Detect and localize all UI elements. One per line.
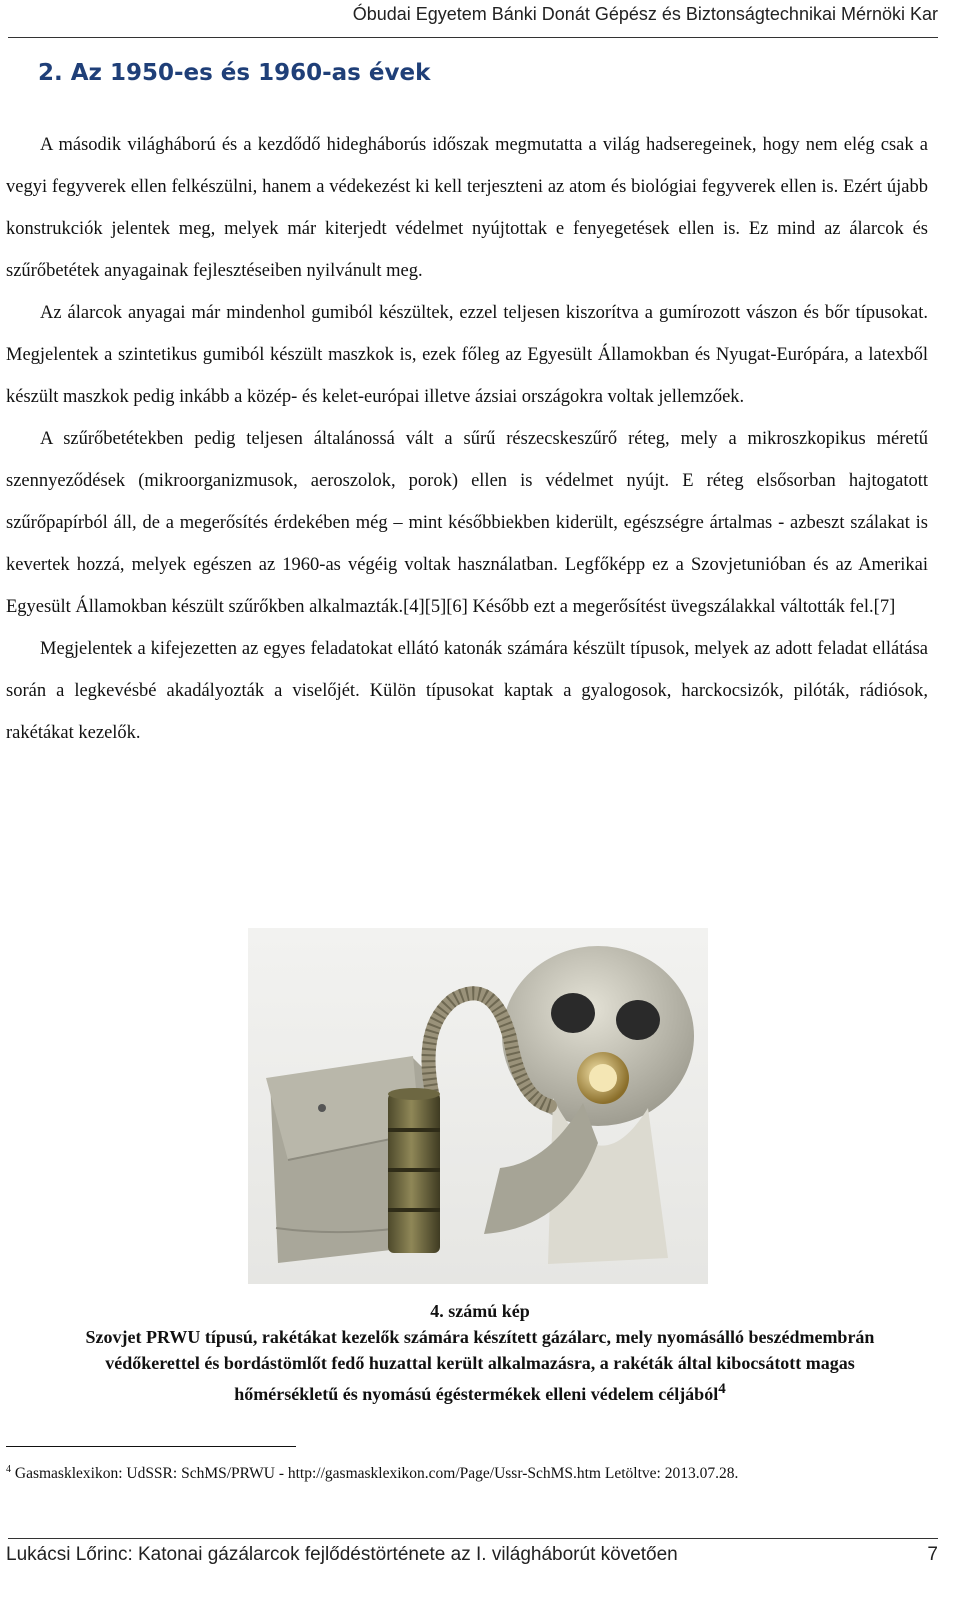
- footnote-divider: [6, 1446, 296, 1447]
- section-heading: 2. Az 1950-es és 1960-as évek: [38, 60, 431, 86]
- figure-caption: [60, 1298, 900, 1407]
- header-divider: [8, 37, 938, 38]
- footnote-text: Gasmasklexikon: UdSSR: SchMS/PRWU - http://gasmasklexikon.com/Page/Ussr-SchMS.htm Letöltve: 2013.07.28.: [11, 1465, 739, 1483]
- running-footer: [6, 1544, 938, 1566]
- figure-caption-text: Szovjet PRWU típusú, rakétákat kezelők számára készített gázálarc, mely nyomásálló beszédmembrán védőkerettel és bordástömlőt fedő huzattal került alkalmazásra, a rakéták által kibocsátott magas hőmérsékletű és nyomású égéstermékek elleni védelem céljából$^4$: [85, 1327, 875, 1404]
- footer-divider: [8, 1538, 938, 1539]
- footnote-marker: 4: [6, 1464, 11, 1475]
- paragraph-3: A szűrőbetétekben pedig teljesen általánossá vált a sűrű részecskeszűrő réteg, mely a mikroszkopikus méretű szennyeződések (mikroorganizmusok, aeroszolok, porok) ellen is védelmet nyújt. E réteg elsősorban hajtogatott szűrőpapírból áll, de a megerősítés érdekében még – mint későbbiekben kiderült, egészségre ártalmas - azbeszt szálakat is kevertek hozzá, melyek egészen az 1960-as végéig voltak használatban. Legfőképp ez a Szovjetunióban és az Amerikai Egyesült Államokban készült szűrőkben alkalmazták.[4][5][6] Később ezt a megerősítést üvegszálakkal váltották fel.[7]: [6, 429, 928, 617]
- paragraph-2: Az álarcok anyagai már mindenhol gumiból készültek, ezzel teljesen kiszorítva a gumírozott vászon és bőr típusokat. Megjelentek a szintetikus gumiból készült maszkok is, ezek főleg az Egyesült Államokban és Nyugat-Európára, a latexből készült maszkok pedig inkább a közép- és kelet-európai illetve ázsiai országokra voltak jellemzőek.: [6, 303, 928, 407]
- footnote: [6, 1458, 906, 1486]
- footer-title: Lukácsi Lőrinc: Katonai gázálarcok fejlődéstörténete az I. világháborút követően: [6, 1544, 678, 1565]
- gas-mask-photo: [248, 928, 708, 1284]
- paragraph-1: A második világháború és a kezdődő hidegháborús időszak megmutatta a világ hadseregeinek, hogy nem elég csak a vegyi fegyverek ellen felkészülni, hanem a védekezést ki kell terjeszteni az atom és biológiai fegyverek ellen is. Ezért újabb konstrukciók jelentek meg, melyek már kiterjedt védelmet nyújtottak e fenyegetések ellen is. Ez mind az álarcok és szűrőbetétek anyagainak fejlesztéseiben nyilvánult meg.: [6, 135, 928, 281]
- running-header: Óbudai Egyetem Bánki Donát Gépész és Biztonságtechnikai Mérnöki Kar: [352, 4, 938, 24]
- footnote-ref: 4: [718, 1381, 726, 1397]
- body-text: [6, 124, 928, 754]
- page-number: 7: [927, 1544, 938, 1565]
- paragraph-4: Megjelentek a kifejezetten az egyes feladatokat ellátó katonák számára készült típusok, melyek az adott feladat ellátása során a legkevésbé akadályozták a viselőjét. Külön típusokat kaptak a gyalogosok, harckocsizók, pilóták, rádiósok, rakétákat kezelők.: [6, 639, 928, 743]
- figure-number: 4. számú kép: [430, 1301, 530, 1321]
